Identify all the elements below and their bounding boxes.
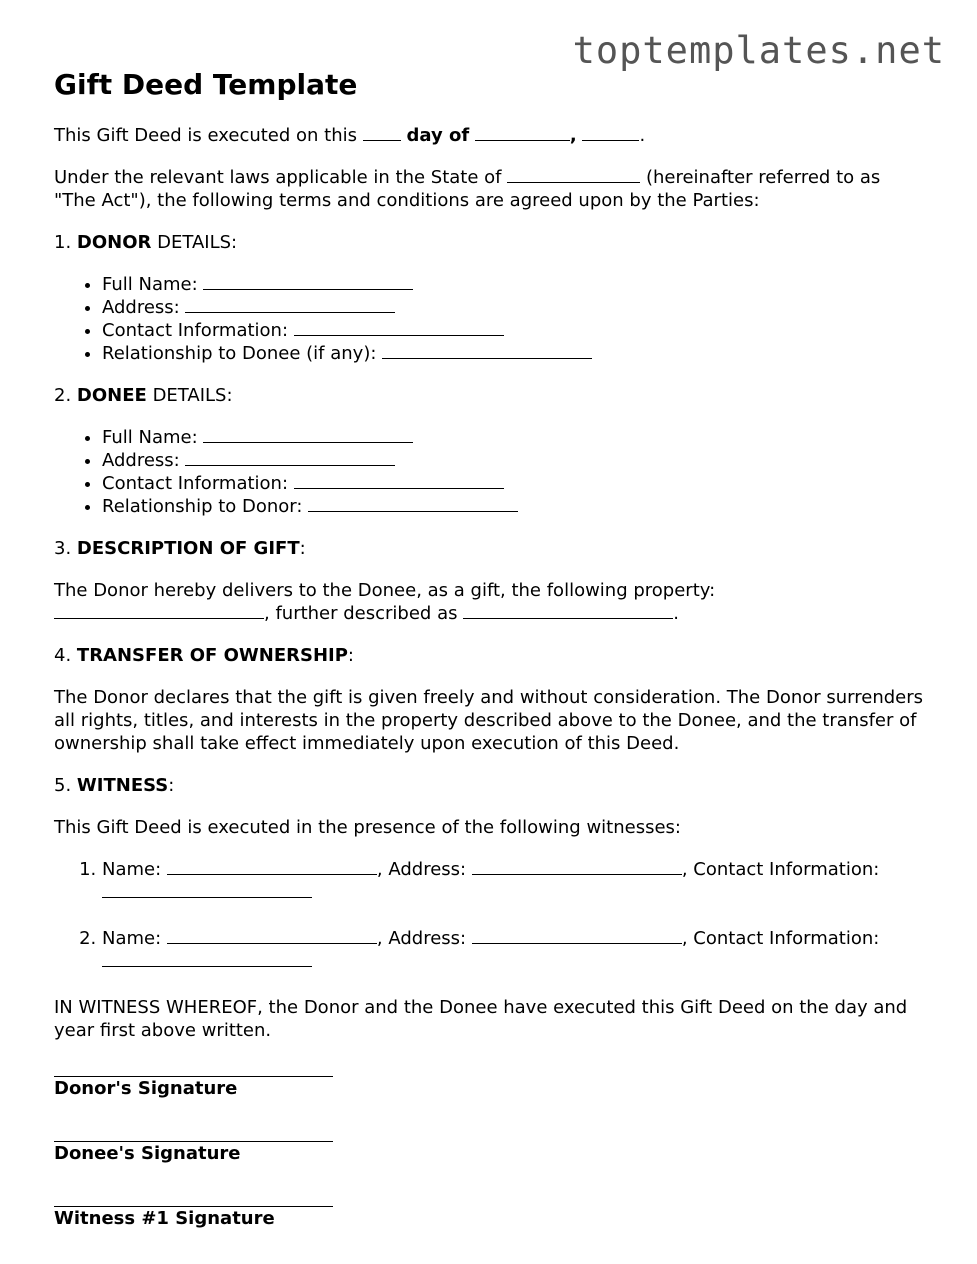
donor-signature-label: Donor's Signature	[54, 1078, 238, 1099]
laws-prefix: Under the relevant laws applicable in the State of	[54, 167, 502, 188]
signature-line	[54, 1186, 333, 1207]
gift-heading: 3. DESCRIPTION OF GIFT:	[54, 538, 306, 559]
section-heading: TRANSFER OF OWNERSHIP	[76, 645, 348, 666]
section-heading-rest: DETAILS:	[157, 232, 238, 253]
field-blank	[185, 449, 395, 466]
intro-period: .	[639, 125, 646, 146]
laws-paragraph	[54, 166, 924, 212]
signature-block	[54, 1056, 924, 1230]
list-item: • Relationship to Donor:	[102, 495, 924, 518]
gift-text-mid: , further described as	[264, 603, 458, 624]
description-blank	[463, 602, 673, 619]
field-blank	[382, 342, 592, 359]
property-blank	[54, 602, 264, 619]
laws-suffix: (hereinafter referred to as "The Act"), the following terms and conditions are agreed upon by the Parties:	[54, 167, 881, 211]
list-item: 1. Name: , Address: , Contact Information:	[102, 858, 924, 904]
transfer-paragraph: The Donor declares that the gift is given freely and without consideration. The Donor surrenders all rights, titles, and interests in the property described above to the Donee, and the transfer of ownership shall take effect immediately upon execution of this Deed.	[54, 687, 924, 754]
list-item: • Contact Information:	[102, 472, 924, 495]
donor-heading	[54, 231, 924, 254]
day-blank	[363, 124, 401, 141]
gift-text: The Donor hereby delivers to the Donee, as a gift, the following property:	[54, 580, 716, 601]
witness-signature-label: Witness #1 Signature	[54, 1208, 275, 1229]
list-item: • Address:	[102, 296, 924, 319]
document-body	[54, 124, 924, 1251]
witness-list	[54, 858, 924, 973]
signature-line	[54, 1121, 333, 1142]
field-blank	[294, 319, 504, 336]
field-blank	[167, 927, 377, 944]
list-item: 2. Name: , Address: , Contact Information:	[102, 927, 924, 973]
list-item: • Address:	[102, 449, 924, 472]
section-heading: WITNESS	[76, 775, 169, 796]
field-blank	[102, 950, 312, 967]
donee-details-list	[54, 426, 924, 518]
section-heading: DONEE	[76, 385, 147, 406]
intro-paragraph	[54, 124, 924, 147]
year-blank	[582, 124, 639, 141]
month-blank	[475, 124, 570, 141]
signature-line	[54, 1056, 333, 1077]
list-item: • Full Name:	[102, 273, 924, 296]
gift-paragraph: The Donor hereby delivers to the Donee, as a gift, the following property: , further described as .	[54, 580, 716, 624]
donee-heading	[54, 384, 924, 407]
section-number: 1.	[54, 232, 72, 253]
section-heading: DONOR	[76, 232, 152, 253]
section-number: 2.	[54, 385, 72, 406]
field-blank	[167, 858, 377, 875]
list-item: • Relationship to Donee (if any):	[102, 342, 924, 365]
transfer-heading: 4. TRANSFER OF OWNERSHIP:	[54, 645, 354, 666]
watermark: toptemplates.net	[572, 29, 945, 72]
section-number: 4.	[54, 645, 72, 666]
day-of-label: day of	[406, 125, 470, 146]
field-blank	[203, 273, 413, 290]
section-heading-rest: DETAILS:	[152, 385, 233, 406]
field-blank	[308, 495, 518, 512]
field-blank	[203, 426, 413, 443]
section-heading: DESCRIPTION OF GIFT	[76, 538, 300, 559]
intro-prefix: This Gift Deed is executed on this	[54, 125, 358, 146]
intro-comma: ,	[569, 125, 577, 146]
witness-paragraph: This Gift Deed is executed in the presence of the following witnesses:	[54, 817, 681, 838]
donor-details-list	[54, 273, 924, 365]
list-item: • Contact Information:	[102, 319, 924, 342]
closing-paragraph: IN WITNESS WHEREOF, the Donor and the Donee have executed this Gift Deed on the day and year first above written.	[54, 997, 908, 1041]
field-blank	[472, 858, 682, 875]
section-number: 3.	[54, 538, 72, 559]
witness-heading: 5. WITNESS:	[54, 775, 175, 796]
field-blank	[185, 296, 395, 313]
list-item: • Full Name:	[102, 426, 924, 449]
field-blank	[102, 881, 312, 898]
page-title: Gift Deed Template	[54, 68, 358, 101]
state-blank	[507, 166, 640, 183]
donee-signature-label: Donee's Signature	[54, 1143, 241, 1164]
field-blank	[472, 927, 682, 944]
field-blank	[294, 472, 504, 489]
section-number: 5.	[54, 775, 72, 796]
